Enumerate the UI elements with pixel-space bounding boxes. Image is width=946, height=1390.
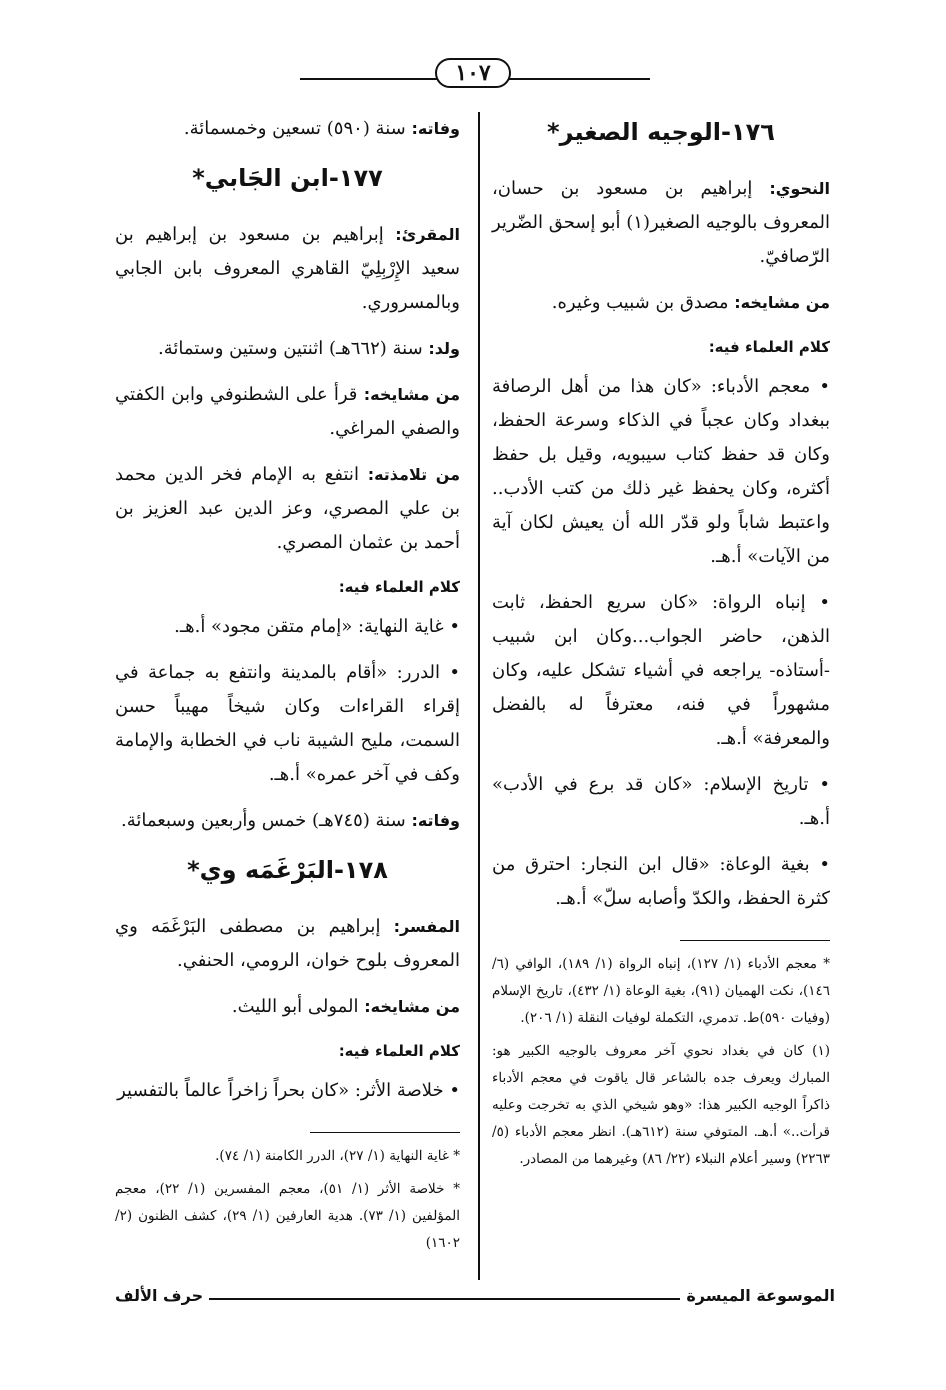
page-number-wrap — [0, 58, 946, 88]
footer-rule — [209, 1286, 680, 1300]
footer-right-group — [203, 1286, 835, 1305]
para-text: سنة (٦٦٢هـ) اثنتين وستين وستمائة. — [157, 338, 429, 359]
quote: • غاية النهاية: «إمام متقن مجود» أ.هـ. — [174, 616, 460, 637]
quote: • معجم الأدباء: «كان هذا من أهل الرصافة ببغداد وكان عجباً في الذكاء وسرعة الحفظ، وكان قد حفظ كتاب سيبويه، وقيل بل حفظ أكثره، وكان يحفظ غير ذلك من كتب الأدب.. واعتبط شاباً ولو قدّر الله أن يعيش لكان آية من الآيات» أ.هـ. — [492, 376, 830, 567]
entry-178-teachers — [115, 990, 460, 1024]
entry-177-intro — [115, 218, 460, 320]
page-number: ١٠٧ — [435, 58, 510, 88]
quote: • تاريخ الإسلام: «كان قد برع في الأدب» أ.هـ. — [492, 774, 830, 829]
para-text: إبراهيم بن مسعود بن حسان، المعروف بالوجيه الصغير(١) أبو إسحق الضّرير الرّصافيّ. — [492, 178, 830, 267]
para-text: انتفع به الإمام فخر الدين محمد بن علي المصري، وعز الدين عبد العزيز بن أحمد بن عثمان المصري. — [115, 464, 460, 553]
para-label: النحوي: — [769, 179, 830, 198]
scholars-heading: كلام العلماء فيه: — [338, 1042, 460, 1060]
para-label: وفاته: — [411, 119, 460, 138]
para-text: سنة (٧٤٥هـ) خمس وأربعين وسبعمائة. — [120, 810, 412, 831]
para-label: المفسر: — [393, 917, 460, 936]
para-label: وفاته: — [411, 811, 460, 830]
entry-177-born — [115, 332, 460, 366]
para-text: قرأ على الشطنوفي وابن الكفتي والصفي المراغي. — [115, 384, 460, 439]
footer-series-title: الموسوعة الميسرة — [686, 1286, 835, 1305]
para-label: من مشايخه: — [734, 293, 830, 312]
entry-176-death — [115, 112, 460, 146]
para-text: إبراهيم بن مصطفى البَرْغَمَه وي المعروف بلوح خوان، الرومي، الحنفي. — [115, 916, 460, 971]
para-label: المقرئ: — [395, 225, 460, 244]
para-text: مصدق بن شبيب وغيره. — [551, 292, 735, 313]
quote: • إنباه الرواة: «كان سريع الحفظ، ثابت الذهن، حاضر الجواب...وكان ابن شبيب -أستاذه- يراجعه في أشياء تشكل عليه، وكان مشهوراً في فنه، معترفاً له بالفضل والمعرفة» أ.هـ. — [492, 592, 830, 749]
para-label: من تلامذته: — [367, 465, 460, 484]
entry-177-heading: ١٧٧-ابن الجَابي* — [192, 164, 383, 192]
footnote: (١) كان في بغداد نحوي آخر معروف بالوجيه الكبير هو: المبارك ويعرف جده بالشاعر قال ياقوت في معجم الأدباء ذاكراً الوجيه الكبير هذا: «وهو شيخي الذي به تخرجت وعليه قرأت..» أ.هـ. المتوفي سنة (٦١٢هـ). انظر معجم الأدباء (٥/ ٢٢٦٣) وسير أعلام النبلاء (٢٢/ ٨٦) وغيرهما من المصادر. — [492, 1043, 830, 1167]
entry-177-students — [115, 458, 460, 560]
page-footer — [115, 1286, 835, 1305]
para-label: ولد: — [428, 339, 460, 358]
para-text: سنة (٥٩٠) تسعين وخمسمائة. — [183, 118, 412, 139]
entry-176-teachers — [492, 286, 830, 320]
para-label: من مشايخه: — [363, 385, 460, 404]
footnote-rule — [680, 940, 830, 941]
entry-177-teachers — [115, 378, 460, 446]
footer-section-title: حرف الألف — [115, 1286, 204, 1305]
entry-176-heading: ١٧٦-الوجيه الصغير* — [547, 118, 775, 146]
left-column — [115, 112, 460, 1263]
footnote: * معجم الأدباء (١/ ١٢٧)، إنباه الرواة (١/ ١٨٩)، الوافي (٦/ ١٤٦)، نكت الهميان (٩١)، بغية الوعاة (١/ ٤٣٢)، تاريخ الإسلام (وفيات ٥٩٠)ط. تدمري، التكملة لوفيات النقلة (١/ ٢٠٦). — [492, 956, 830, 1026]
quote: • خلاصة الأثر: «كان بحراً زاخراً عالماً بالتفسير — [117, 1080, 460, 1101]
quote: • الدرر: «أقام بالمدينة وانتفع به جماعة في إقراء القراءات وكان شيخاً مهيباً حسن السمت، مليح الشيبة ناب في الخطابة والإمامة وكف في آخر عمره» أ.هـ. — [115, 662, 460, 785]
footnote-rule — [310, 1132, 460, 1133]
quote: • بغية الوعاة: «قال ابن النجار: احترق من كثرة الحفظ، والكدّ وأصابه سلّ» أ.هـ. — [492, 854, 830, 909]
para-label: من مشايخه: — [364, 997, 460, 1016]
footnote: * خلاصة الأثر (١/ ٥١)، معجم المفسرين (١/ ٢٢)، معجم المؤلفين (١/ ٧٣). هدية العارفين (١/ ٢٩)، كشف الظنون (٢/ ١٦٠٢) — [115, 1181, 460, 1251]
footnote: * غاية النهاية (١/ ٢٧)، الدرر الكامنة (١/ ٧٤). — [215, 1148, 460, 1164]
entry-176-intro — [492, 172, 830, 274]
column-divider — [478, 112, 480, 1280]
entry-178-intro — [115, 910, 460, 978]
entry-178-heading: ١٧٨-البَرْغَمَه وي* — [187, 856, 388, 884]
scholars-heading: كلام العلماء فيه: — [338, 578, 460, 596]
entry-177-death — [115, 804, 460, 838]
para-text: إبراهيم بن مسعود بن إبراهيم بن سعيد الإِرْبِلِيّ القاهري المعروف بابن الجابي وبالمسروري. — [115, 224, 460, 313]
scholars-heading: كلام العلماء فيه: — [708, 338, 830, 356]
para-text: المولى أبو الليث. — [231, 996, 365, 1017]
right-column — [492, 112, 830, 1179]
